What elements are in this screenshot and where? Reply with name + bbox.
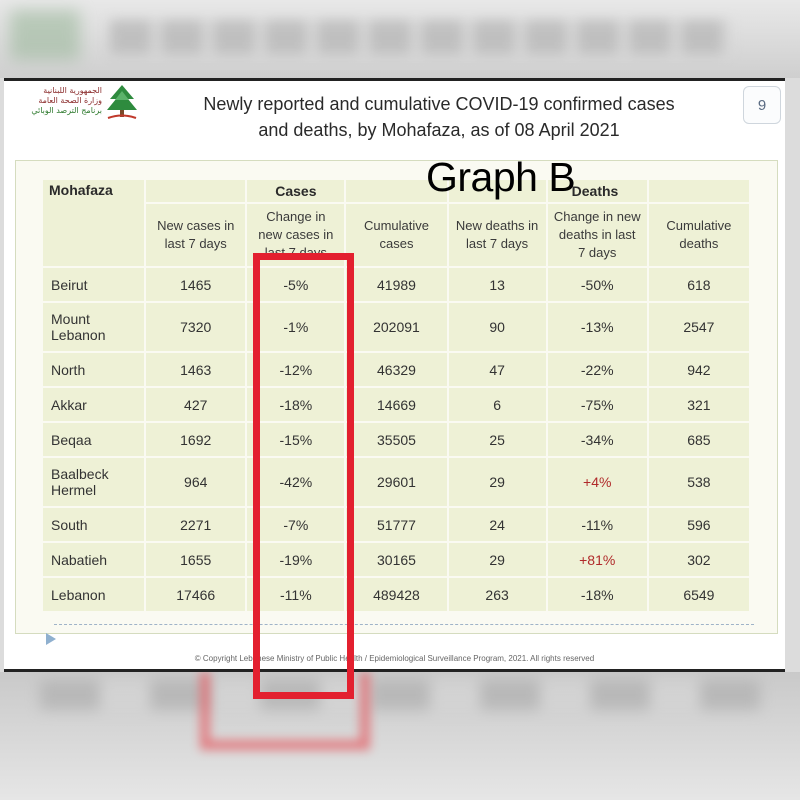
table-row [42,507,750,542]
cell-change-deaths: -75% [547,387,648,422]
blurred-background-bottom [0,672,800,800]
cell-cumulative-cases: 41989 [345,267,447,302]
logo-line: برنامج الترصد الوبائي [31,106,102,115]
cell-change-deaths: +81% [547,542,648,577]
row-name: Beirut [42,267,145,302]
row-name: Baalbeck Hermel [42,457,145,507]
ministry-logo [12,83,142,123]
play-arrow-icon [45,632,57,646]
cell-change-deaths: +4% [547,457,648,507]
cell-cumulative-deaths: 942 [648,352,750,387]
cell-new-deaths: 13 [448,267,547,302]
table-row [42,302,750,352]
cell-change-cases: -12% [246,352,345,387]
cell-change-cases: -42% [246,457,345,507]
table-row [42,542,750,577]
cedar-icon [104,83,140,121]
cell-new-deaths: 6 [448,387,547,422]
cell-change-cases: -1% [246,302,345,352]
logo-line: وزارة الصحة العامة [38,96,102,105]
row-name: Mount Lebanon [42,302,145,352]
column-header-row [42,203,750,267]
graph-label: Graph B [426,154,576,200]
cell-cumulative-cases: 202091 [345,302,447,352]
blurred-background-top [0,0,800,78]
header-mohafaza: Mohafaza [42,179,145,267]
column-header: New deaths in last 7 days [448,203,547,267]
cell-change-deaths: -13% [547,302,648,352]
covid-table [41,178,751,613]
column-header: Cumulative deaths [648,203,750,267]
column-header: Change in new cases in last 7 days [246,203,345,267]
table-row [42,457,750,507]
header-cases: Cases [246,179,345,203]
cell-new-deaths: 47 [448,352,547,387]
title-line: Newly reported and cumulative COVID-19 confirmed cases [203,94,675,114]
cell-cumulative-deaths: 538 [648,457,750,507]
cell-change-deaths: -34% [547,422,648,457]
row-name: Lebanon [42,577,145,612]
title-line: and deaths, by Mohafaza, as of 08 April 2021 [258,120,620,140]
table-row [42,267,750,302]
blurred-table-row [40,680,760,710]
cell-cumulative-cases: 46329 [345,352,447,387]
cell-change-deaths: -50% [547,267,648,302]
logo-text [12,86,102,116]
cell-cumulative-deaths: 618 [648,267,750,302]
cell-new-deaths: 263 [448,577,547,612]
cell-new-cases: 1692 [145,422,246,457]
cell-cumulative-cases: 30165 [345,542,447,577]
cell-change-cases: -5% [246,267,345,302]
row-name: Akkar [42,387,145,422]
cell-new-cases: 1463 [145,352,246,387]
cases-change-highlight-box [253,253,354,699]
cell-cumulative-deaths: 302 [648,542,750,577]
cell-change-cases: -11% [246,577,345,612]
group-header-row [42,179,750,203]
cell-new-cases: 427 [145,387,246,422]
cell-cumulative-cases: 29601 [345,457,447,507]
cell-new-cases: 17466 [145,577,246,612]
cell-new-cases: 1465 [145,267,246,302]
cell-cumulative-deaths: 596 [648,507,750,542]
cell-change-deaths: -11% [547,507,648,542]
cell-cumulative-cases: 14669 [345,387,447,422]
row-name: Nabatieh [42,542,145,577]
cell-new-cases: 964 [145,457,246,507]
cell-cumulative-deaths: 6549 [648,577,750,612]
table-row [42,352,750,387]
cell-cumulative-deaths: 321 [648,387,750,422]
header-deaths: Deaths [547,179,648,203]
cell-change-cases: -18% [246,387,345,422]
table-row [42,387,750,422]
column-header: Cumulative cases [345,203,447,267]
cell-cumulative-cases: 489428 [345,577,447,612]
table-row [42,422,750,457]
page-number: 9 [743,86,781,124]
cell-cumulative-deaths: 685 [648,422,750,457]
cell-change-cases: -15% [246,422,345,457]
cell-new-deaths: 24 [448,507,547,542]
cell-new-cases: 1655 [145,542,246,577]
cell-new-deaths: 90 [448,302,547,352]
cell-new-deaths: 29 [448,542,547,577]
header-blank [145,179,246,203]
cell-change-deaths: -18% [547,577,648,612]
divider [54,624,754,625]
blurred-logo [10,10,80,60]
column-header: New cases in last 7 days [145,203,246,267]
blurred-title [110,20,730,54]
column-header: Change in new deaths in last 7 days [547,203,648,267]
row-name: North [42,352,145,387]
table-row-total [42,577,750,612]
cell-change-deaths: -22% [547,352,648,387]
cell-cumulative-cases: 35505 [345,422,447,457]
row-name: South [42,507,145,542]
cell-new-cases: 7320 [145,302,246,352]
cell-new-cases: 2271 [145,507,246,542]
slide [4,78,785,672]
copyright-footer: © Copyright Lebanese Ministry of Public Health / Epidemiological Surveillance Program, 2021. All rights reserved [194,654,595,663]
cell-cumulative-cases: 51777 [345,507,447,542]
row-name: Beqaa [42,422,145,457]
cell-change-cases: -7% [246,507,345,542]
cell-new-deaths: 25 [448,422,547,457]
header-blank [648,179,750,203]
slide-title [144,91,734,143]
logo-line: الجمهورية اللبنانية [43,86,102,95]
cell-change-cases: -19% [246,542,345,577]
cell-new-deaths: 29 [448,457,547,507]
cell-cumulative-deaths: 2547 [648,302,750,352]
